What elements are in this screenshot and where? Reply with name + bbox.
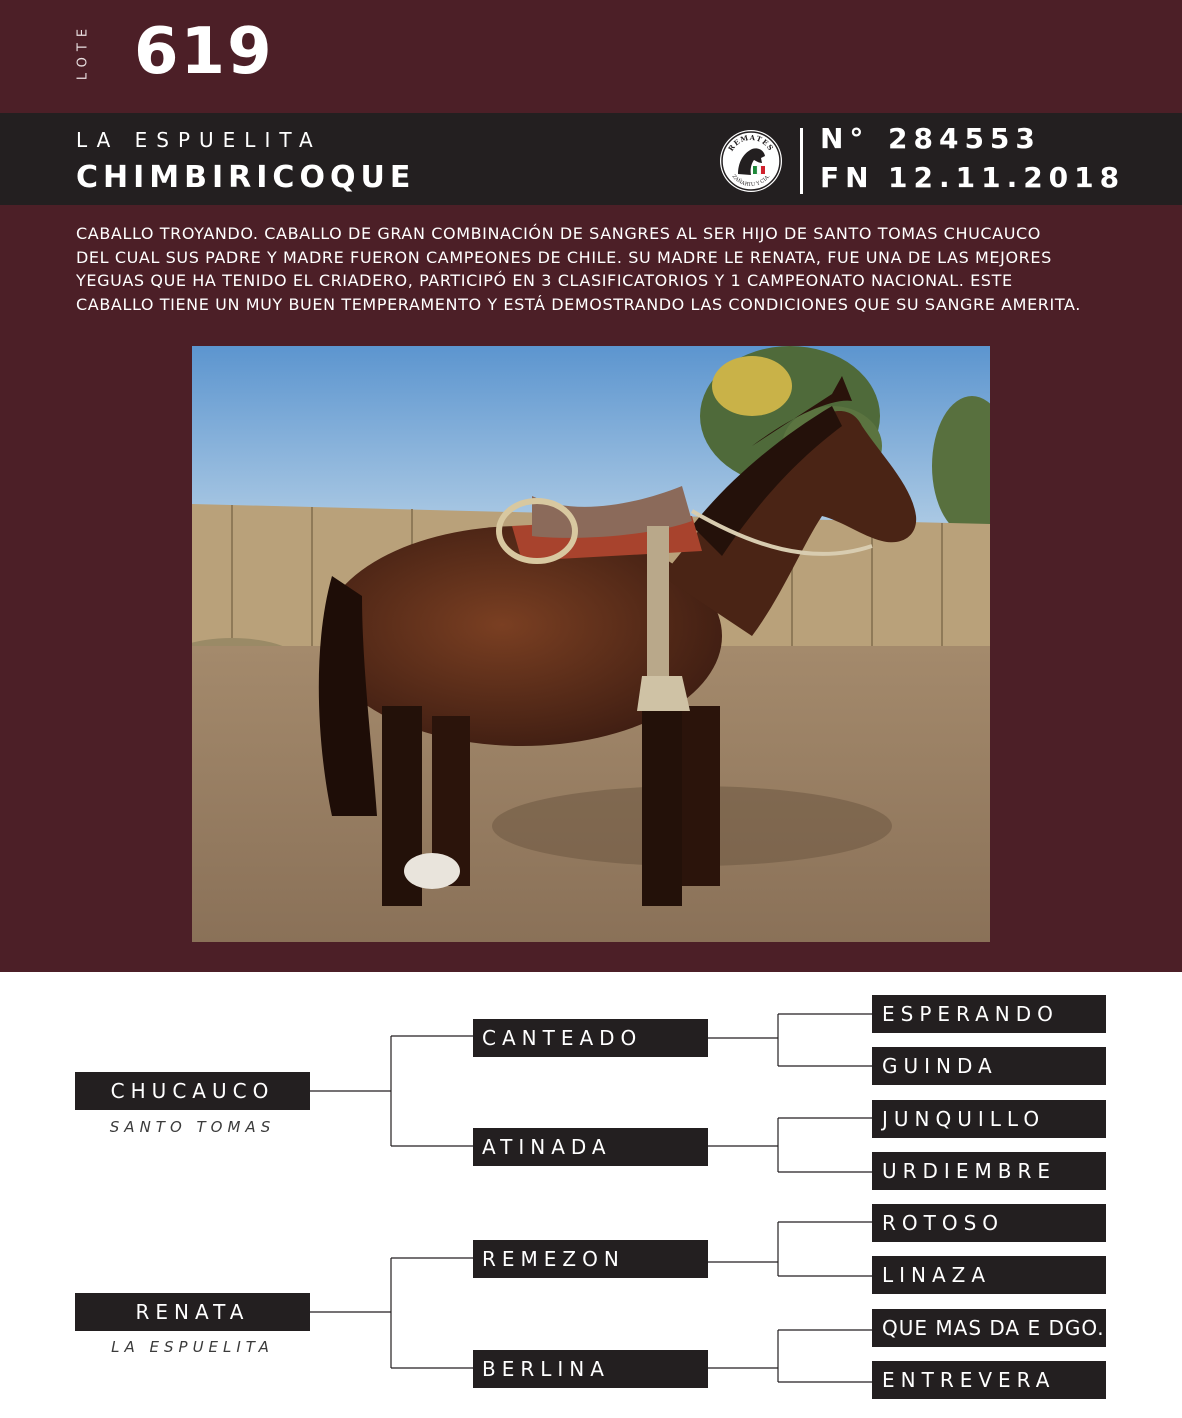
pedigree-dam-breeder: LA ESPUELITA: [111, 1338, 274, 1356]
pedigree-great-grandparent: LINAZA: [872, 1256, 1106, 1294]
pedigree-great-grandparent: QUE MAS DA E DGO.: [872, 1309, 1106, 1347]
lot-number: 619: [134, 15, 274, 89]
pedigree-great-grandparent: ROTOSO: [872, 1204, 1106, 1242]
pedigree-dam: RENATA: [75, 1293, 310, 1331]
birth-date: 12.11.2018: [888, 161, 1126, 194]
pedigree-great-grandparent: GUINDA: [872, 1047, 1106, 1085]
horse-name: CHIMBIRICOQUE: [76, 160, 416, 195]
pedigree-granddam-paternal: ATINADA: [473, 1128, 708, 1166]
horse-description: CABALLO TROYANDO. CABALLO DE GRAN COMBINACIÓN DE SANGRES AL SER HIJO DE SANTO TOMAS CHUCAUCO DEL CUAL SUS PADRE Y MADRE FUERON CAMPEONES DE CHILE. SU MADRE LE RENATA, FUE UNA DE LAS MEJORES YEGUAS QUE HA TENIDO EL CRIADERO, PARTICIPÓ EN 3 CLASIFICATORIOS Y 1 CAMPEONATO NACIONAL. ESTE CABALLO TIENE UN MUY BUEN TEMPERAMENTO Y ESTÁ DEMOSTRANDO LAS CONDICIONES QUE SU SANGRE AMERITA.: [76, 224, 1081, 314]
logo-text-top: REMATES: [726, 132, 776, 153]
pedigree-grandsire-paternal: CANTEADO: [473, 1019, 708, 1057]
breeder-name: LA ESPUELITA: [76, 128, 322, 152]
birth-date-label: FN: [820, 161, 875, 194]
lot-label: LOTE: [75, 22, 91, 81]
registry-number: 284553: [888, 122, 1041, 155]
logo-text-bottom: ZAÑARTU Y CIA.: [730, 173, 772, 189]
pedigree-great-grandparent: ENTREVERA: [872, 1361, 1106, 1399]
pedigree-great-grandparent: ESPERANDO: [872, 995, 1106, 1033]
pedigree-sire: CHUCAUCO: [75, 1072, 310, 1110]
registry-label: N°: [820, 122, 870, 155]
pedigree-grandsire-maternal: REMEZON: [473, 1240, 708, 1278]
pedigree-sire-breeder: SANTO TOMAS: [109, 1118, 276, 1136]
pedigree-great-grandparent: URDIEMBRE: [872, 1152, 1106, 1190]
pedigree-great-grandparent: JUNQUILLO: [872, 1100, 1106, 1138]
pedigree-granddam-maternal: BERLINA: [473, 1350, 708, 1388]
